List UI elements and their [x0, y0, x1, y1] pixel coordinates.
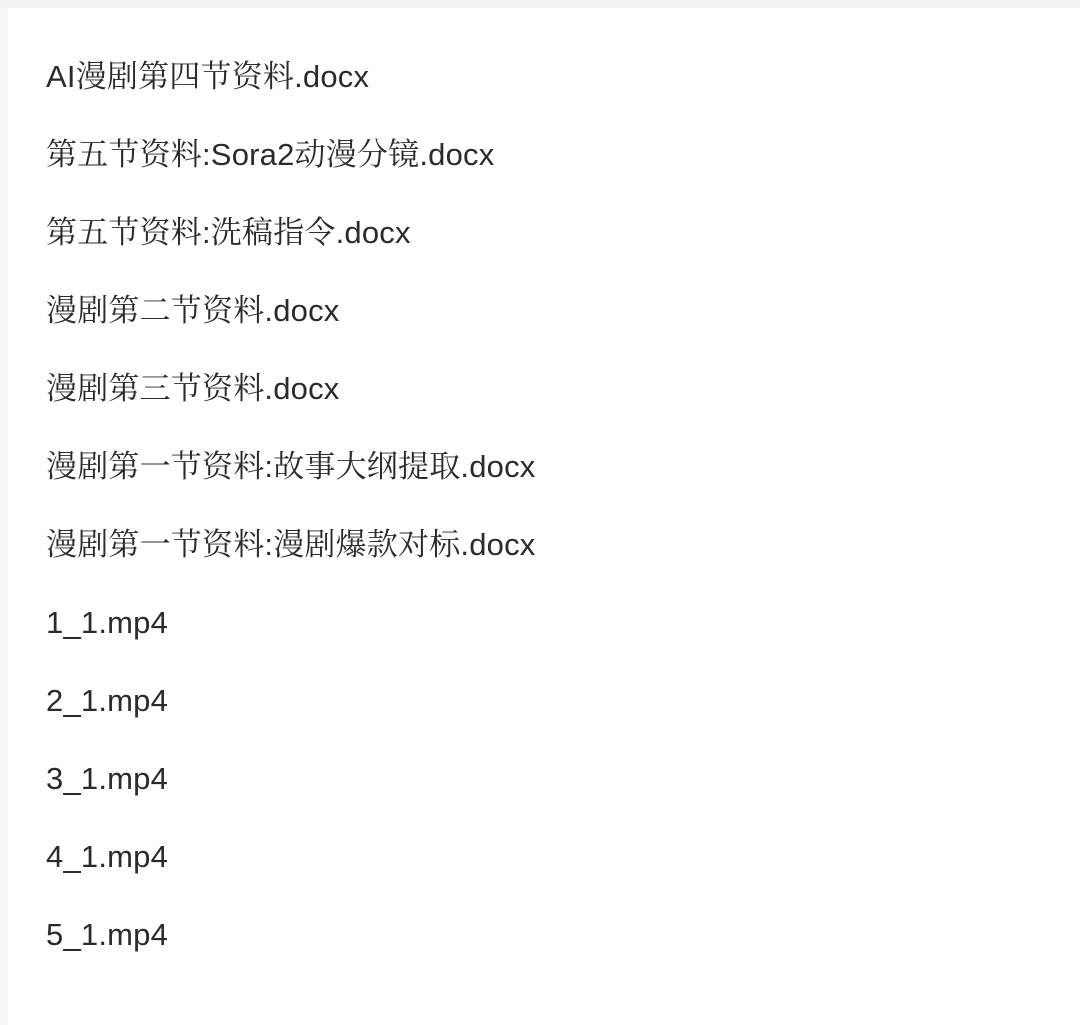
- list-item[interactable]: 5_1.mp4: [46, 917, 169, 952]
- list-item[interactable]: 第五节资料:Sora2动漫分镜.docx: [46, 137, 495, 172]
- list-item[interactable]: 3_1.mp4: [46, 761, 169, 796]
- list-item[interactable]: 漫剧第一节资料:漫剧爆款对标.docx: [46, 527, 536, 562]
- list-item[interactable]: 4_1.mp4: [46, 839, 169, 874]
- list-item[interactable]: 漫剧第三节资料.docx: [46, 371, 340, 406]
- list-item[interactable]: 第五节资料:洗稿指令.docx: [46, 215, 411, 250]
- list-item[interactable]: AI漫剧第四节资料.docx: [46, 59, 370, 94]
- top-divider: [0, 0, 1080, 8]
- list-item[interactable]: 2_1.mp4: [46, 683, 169, 718]
- list-item[interactable]: 漫剧第二节资料.docx: [46, 293, 340, 328]
- list-item[interactable]: 漫剧第一节资料:故事大纲提取.docx: [46, 449, 536, 484]
- file-list: [8, 8, 1080, 1025]
- left-rail: [0, 8, 8, 1025]
- list-item[interactable]: 1_1.mp4: [46, 605, 169, 640]
